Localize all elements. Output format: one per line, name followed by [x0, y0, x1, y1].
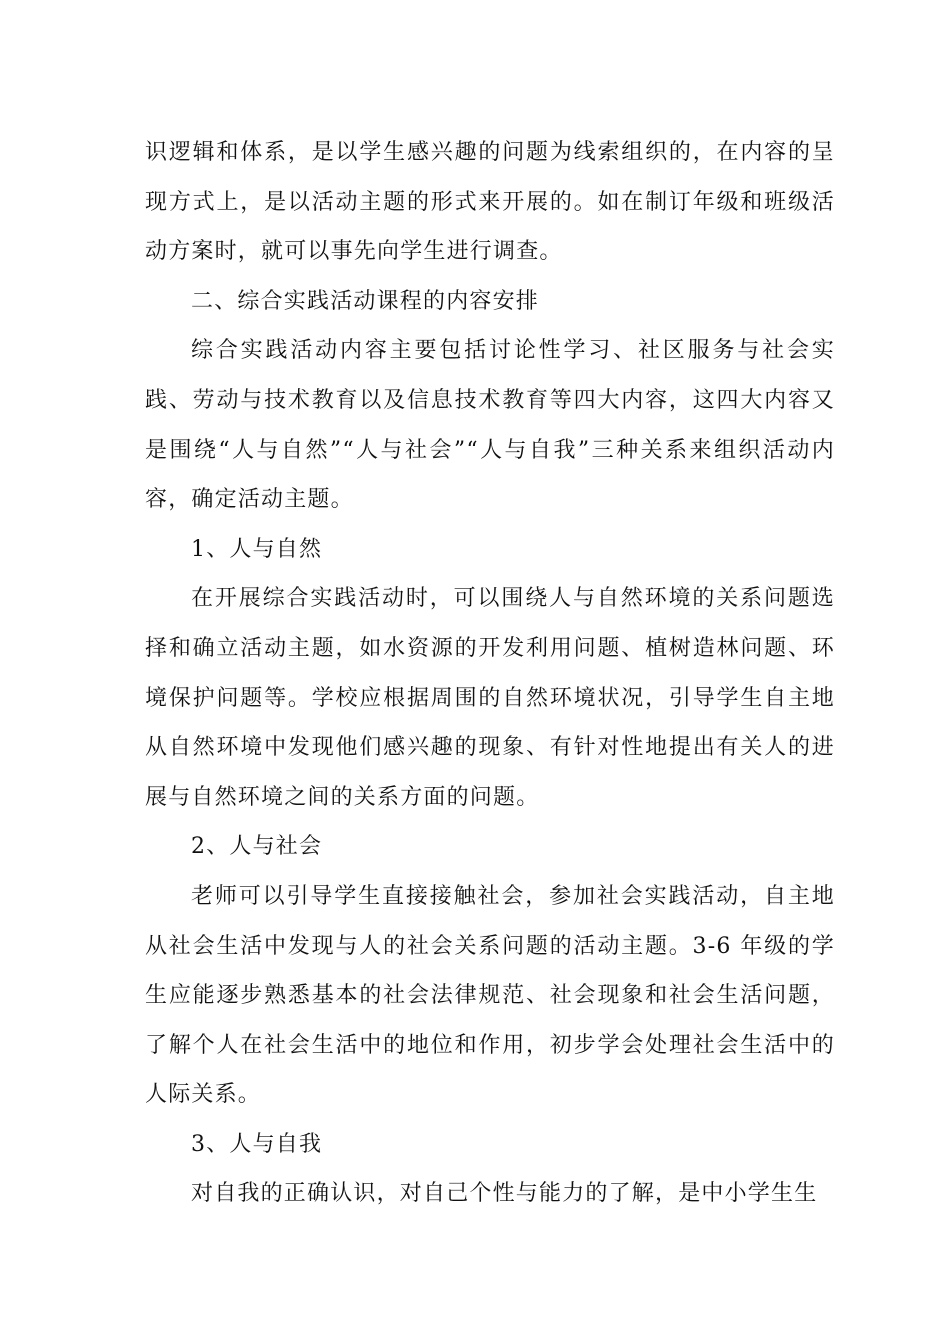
- paragraph-human-and-society: 老师可以引导学生直接接触社会，参加社会实践活动，自主地从社会生活中发现与人的社会关系问题的活动主题。3-6 年级的学生应能逐步熟悉基本的社会法律规范、社会现象和社会生活问题，了解个人在社会生活中的地位和作用，初步学会处理社会生活中的人际关系。: [145, 883, 835, 1108]
- subheading-human-and-society: 2、人与社会: [191, 834, 323, 860]
- subheading-human-and-self: 3、人与自我: [191, 1131, 323, 1157]
- paragraph-content-overview: 综合实践活动内容主要包括讨论性学习、社区服务与社会实践、劳动与技术教育以及信息技术教育等四大内容，这四大内容又是围绕“人与自然”“人与社会”“人与自我”三种关系来组织活动内容，确定活动主题。: [145, 338, 835, 513]
- document-body: [145, 128, 835, 1219]
- paragraph-human-and-nature: 在开展综合实践活动时，可以围绕人与自然环境的关系问题选择和确立活动主题，如水资源的开发利用问题、植树造林问题、环境保护问题等。学校应根据周围的自然环境状况，引导学生自主地从自然环境中发现他们感兴趣的现象、有针对性地提出有关人的进展与自然环境之间的关系方面的问题。: [145, 586, 835, 810]
- paragraph-continued-intro: 识逻辑和体系，是以学生感兴趣的问题为线索组织的，在内容的呈现方式上，是以活动主题的形式来开展的。如在制订年级和班级活动方案时，就可以事先向学生进行调查。: [145, 140, 835, 265]
- section-heading-content-arrangement: 二、综合实践活动课程的内容安排: [191, 288, 540, 314]
- paragraph-human-and-self: 对自我的正确认识，对自己个性与能力的了解，是中小学生生: [191, 1181, 818, 1207]
- subheading-human-and-nature: 1、人与自然: [191, 536, 323, 562]
